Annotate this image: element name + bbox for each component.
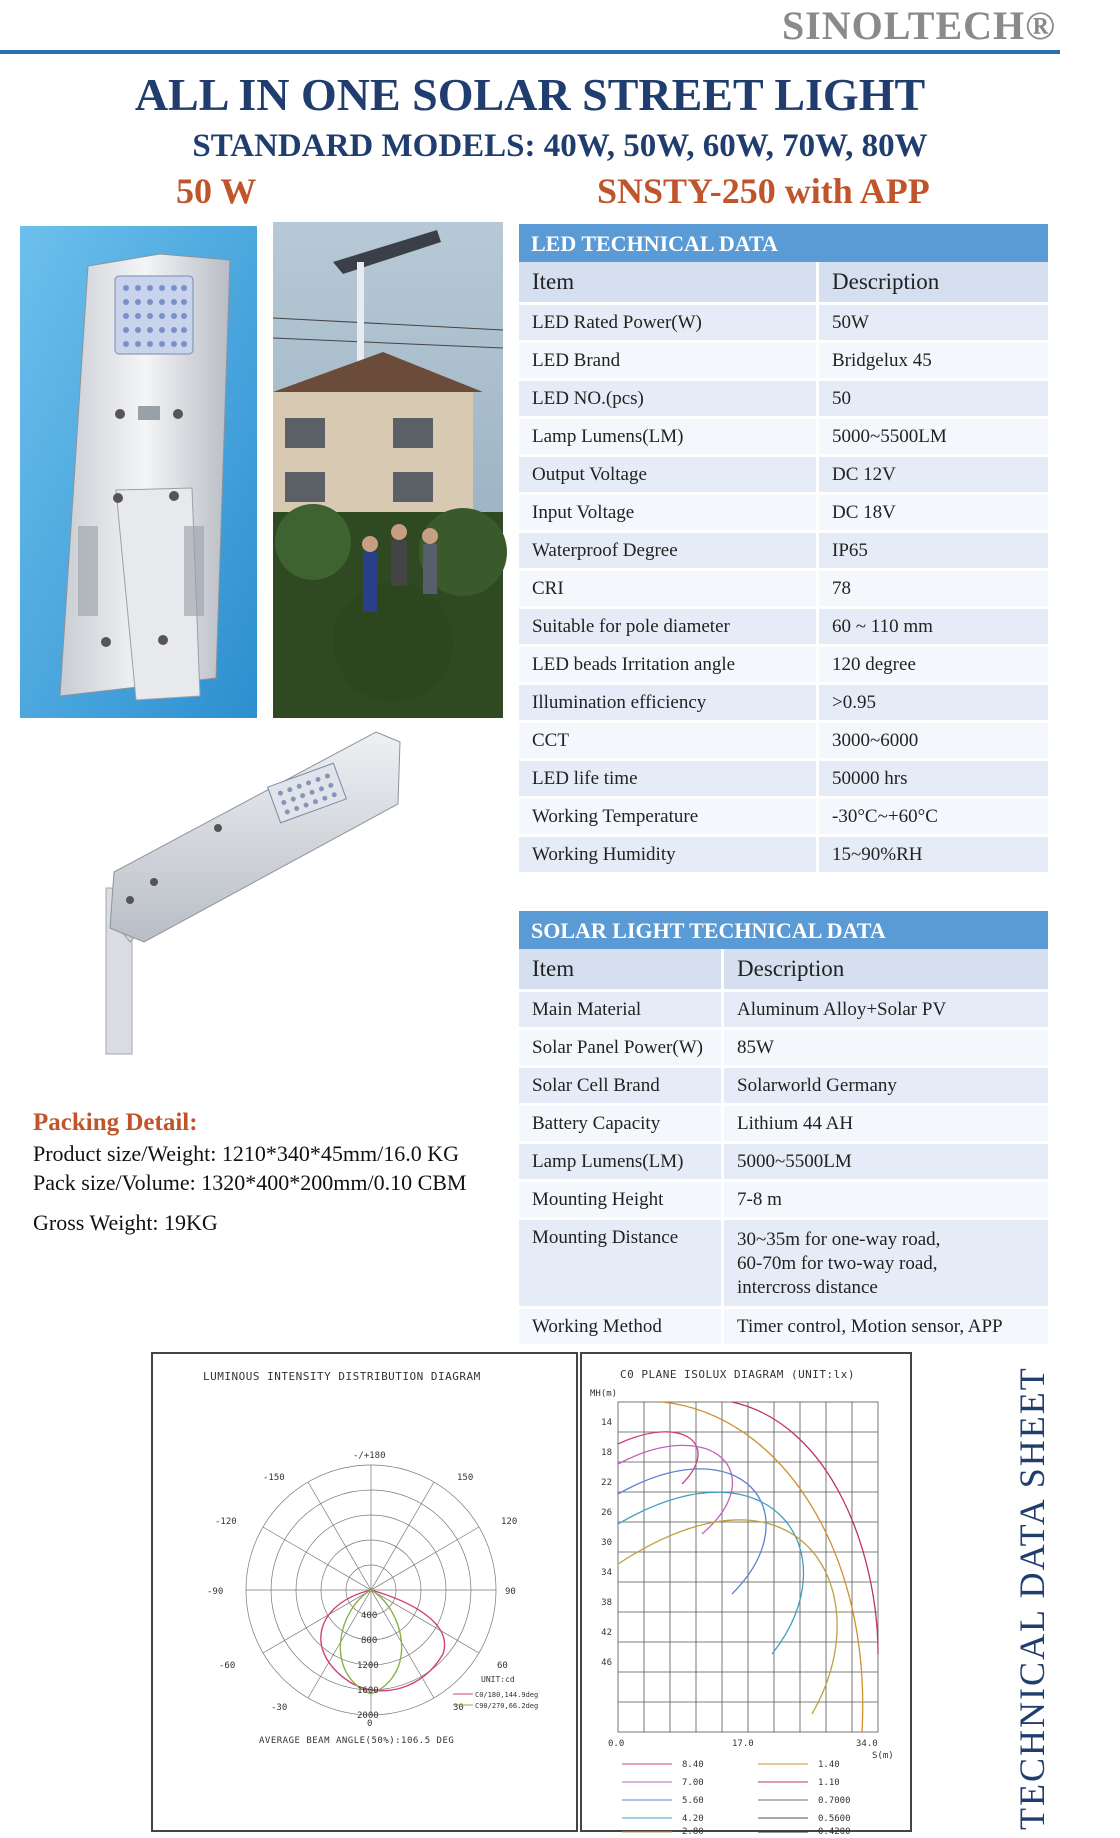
- polar-angle-label: -150: [263, 1473, 285, 1483]
- description-line: intercross distance: [737, 1277, 878, 1298]
- row-description: -30°C~+60°C: [832, 806, 938, 827]
- row-description: 78: [832, 578, 851, 599]
- polar-angle-label: -/+180: [353, 1451, 386, 1461]
- row-item: Waterproof Degree: [519, 533, 819, 568]
- column-header-item: Item: [519, 262, 819, 302]
- column-header-description: Description: [832, 269, 940, 294]
- vertical-sheet-label: [1005, 1360, 1065, 1838]
- column-header-description: Description: [737, 956, 845, 981]
- y-tick: 46: [601, 1658, 612, 1668]
- table-row: [519, 1030, 1048, 1068]
- row-item: CCT: [519, 723, 819, 758]
- table-row: [519, 1220, 1048, 1309]
- row-description: Timer control, Motion sensor, APP: [737, 1316, 1003, 1337]
- row-item: LED life time: [519, 761, 819, 796]
- polar-angle-label: 60: [497, 1661, 508, 1671]
- y-tick: 14: [601, 1418, 612, 1428]
- polar-legend-item: C0/180,144.9deg: [475, 1691, 539, 1699]
- table-row: [519, 992, 1048, 1030]
- page-title: ALL IN ONE SOLAR STREET LIGHT: [134, 69, 926, 120]
- mounted-lamp-image: [96, 732, 406, 1054]
- packing-heading: Packing Detail:: [33, 1109, 198, 1136]
- row-item: Main Material: [519, 992, 724, 1027]
- polar-angle-label: -60: [219, 1661, 236, 1671]
- row-item: Battery Capacity: [519, 1106, 724, 1141]
- polar-angle-label: 30: [453, 1703, 464, 1713]
- row-description: 60 ~ 110 mm: [832, 616, 933, 637]
- column-header-item: Item: [519, 949, 724, 989]
- row-description: 120 degree: [832, 654, 916, 675]
- row-item: Mounting Distance: [519, 1220, 724, 1306]
- row-item: Working Temperature: [519, 799, 819, 834]
- row-item: Lamp Lumens(LM): [519, 419, 819, 454]
- y-axis-label: MH(m): [590, 1389, 618, 1399]
- table-row: [519, 343, 1048, 381]
- polar-angle-label: -120: [215, 1517, 237, 1527]
- ring-label: 800: [361, 1636, 378, 1646]
- power-rating: 50 W: [176, 171, 257, 211]
- table-header-row: [519, 262, 1048, 305]
- x-axis-label: S(m): [872, 1751, 894, 1761]
- table-row: [519, 799, 1048, 837]
- polar-diagram-title: LUMINOUS INTENSITY DISTRIBUTION DIAGRAM: [203, 1370, 481, 1383]
- row-description: DC 12V: [832, 464, 896, 485]
- row-description: 3000~6000: [832, 730, 919, 751]
- legend-value: 2.80: [682, 1827, 704, 1837]
- row-item: LED Rated Power(W): [519, 305, 819, 340]
- row-item: Illumination efficiency: [519, 685, 819, 720]
- row-description: 85W: [737, 1037, 774, 1058]
- solar-table-header: SOLAR LIGHT TECHNICAL DATA: [519, 911, 1048, 949]
- luminous-intensity-diagram: [151, 1352, 578, 1832]
- table-row: [519, 609, 1048, 647]
- table-row: [519, 685, 1048, 723]
- row-item: Working Method: [519, 1309, 724, 1344]
- row-item: LED beads Irritation angle: [519, 647, 819, 682]
- table-row: [519, 837, 1048, 875]
- brand-logo: SINOLTECH®: [781, 3, 1056, 48]
- row-item: Suitable for pole diameter: [519, 609, 819, 644]
- table-row: [519, 1309, 1048, 1347]
- row-item: Lamp Lumens(LM): [519, 1144, 724, 1179]
- table-row: [519, 571, 1048, 609]
- row-description: Solarworld Germany: [737, 1075, 897, 1096]
- installation-photo: [273, 222, 503, 718]
- packing-detail: [33, 1108, 466, 1237]
- ring-label: 1200: [357, 1661, 379, 1671]
- table-row: [519, 533, 1048, 571]
- legend-value: 4.20: [682, 1814, 704, 1824]
- polar-angle-label: -90: [207, 1587, 224, 1597]
- legend-value: 5.60: [682, 1796, 704, 1806]
- polar-legend-item: C90/270,66.2deg: [475, 1702, 539, 1710]
- y-tick: 22: [601, 1478, 612, 1488]
- row-item: Solar Panel Power(W): [519, 1030, 724, 1065]
- legend-value: 8.40: [682, 1760, 704, 1770]
- table-row: [519, 761, 1048, 799]
- table-header-row: [519, 949, 1048, 992]
- table-row: [519, 723, 1048, 761]
- header-rule: [0, 50, 1060, 54]
- row-description: 5000~5500LM: [737, 1151, 852, 1172]
- y-tick: 34: [601, 1568, 612, 1578]
- led-table-header: LED TECHNICAL DATA: [519, 224, 1048, 262]
- ring-label: 2000: [357, 1711, 379, 1721]
- page-subtitle: STANDARD MODELS: 40W, 50W, 60W, 70W, 80W: [192, 128, 928, 164]
- row-description: Aluminum Alloy+Solar PV: [737, 999, 947, 1020]
- row-item: CRI: [519, 571, 819, 606]
- led-technical-table: [519, 224, 1048, 875]
- row-description: Lithium 44 AH: [737, 1113, 854, 1134]
- ring-label: 400: [361, 1611, 378, 1621]
- product-size: Product size/Weight: 1210*340*45mm/16.0 KG: [33, 1141, 459, 1166]
- legend-value: 0.7000: [818, 1796, 851, 1806]
- row-description: 50: [832, 388, 851, 409]
- x-tick: 34.0: [856, 1739, 878, 1749]
- row-description: [724, 1220, 1048, 1306]
- legend-value: 0.4200: [818, 1827, 851, 1837]
- solar-technical-table: [519, 911, 1048, 1347]
- row-item: LED Brand: [519, 343, 819, 378]
- row-description: 50000 hrs: [832, 768, 908, 789]
- row-description: 5000~5500LM: [832, 426, 947, 447]
- y-tick: 30: [601, 1538, 612, 1548]
- table-row: [519, 305, 1048, 343]
- table-row: [519, 381, 1048, 419]
- table-row: [519, 1068, 1048, 1106]
- y-tick: 18: [601, 1448, 612, 1458]
- row-description: Bridgelux 45: [832, 350, 932, 371]
- lamp-front-photo: [20, 226, 257, 718]
- polar-unit: UNIT:cd: [481, 1675, 515, 1684]
- polar-angle-label: 120: [501, 1517, 518, 1527]
- row-description: IP65: [832, 540, 868, 561]
- row-description: >0.95: [832, 692, 876, 713]
- beam-angle-note: AVERAGE BEAM ANGLE(50%):106.5 DEG: [259, 1736, 455, 1746]
- row-description: DC 18V: [832, 502, 896, 523]
- isolux-diagram: [580, 1352, 912, 1837]
- table-row: [519, 1144, 1048, 1182]
- x-tick: 17.0: [732, 1739, 754, 1749]
- y-tick: 42: [601, 1628, 612, 1638]
- table-row: [519, 495, 1048, 533]
- isolux-title: C0 PLANE ISOLUX DIAGRAM (UNIT:lx): [620, 1368, 856, 1381]
- description-line: 30~35m for one-way road,: [737, 1229, 941, 1250]
- gross-weight: Gross Weight: 19KG: [33, 1210, 218, 1235]
- ring-label: 1600: [357, 1686, 379, 1696]
- table-row: [519, 1106, 1048, 1144]
- y-tick: 38: [601, 1598, 612, 1608]
- polar-angle-label: 0: [367, 1719, 373, 1729]
- legend-value: 1.40: [818, 1760, 840, 1770]
- model-name: SNSTY-250 with APP: [597, 171, 930, 211]
- polar-angle-label: 90: [505, 1587, 516, 1597]
- row-item: LED NO.(pcs): [519, 381, 819, 416]
- legend-value: 7.00: [682, 1778, 704, 1788]
- legend-value: 0.5600: [818, 1814, 851, 1824]
- table-row: [519, 1182, 1048, 1220]
- description-line: 60-70m for two-way road,: [737, 1253, 938, 1274]
- row-item: Mounting Height: [519, 1182, 724, 1217]
- polar-angle-label: 150: [457, 1473, 474, 1483]
- row-item: Input Voltage: [519, 495, 819, 530]
- row-item: Working Humidity: [519, 837, 819, 872]
- row-description: 15~90%RH: [832, 844, 923, 865]
- table-row: [519, 457, 1048, 495]
- polar-angle-label: -30: [271, 1703, 288, 1713]
- x-tick: 0.0: [608, 1739, 625, 1749]
- row-description: 50W: [832, 312, 869, 333]
- y-tick: 26: [601, 1508, 612, 1518]
- vertical-sheet-text: TECHNICAL DATA SHEET: [1012, 1366, 1052, 1830]
- legend-value: 1.10: [818, 1778, 840, 1788]
- isolux-legend: [622, 1760, 851, 1837]
- row-description: 7-8 m: [737, 1189, 782, 1210]
- table-row: [519, 419, 1048, 457]
- table-row: [519, 647, 1048, 685]
- row-item: Output Voltage: [519, 457, 819, 492]
- pack-size: Pack size/Volume: 1320*400*200mm/0.10 CBM: [33, 1170, 467, 1195]
- row-item: Solar Cell Brand: [519, 1068, 724, 1103]
